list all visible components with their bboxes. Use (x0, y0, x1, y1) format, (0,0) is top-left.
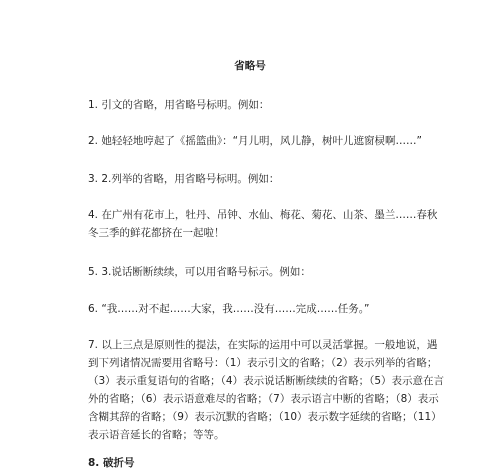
paragraph-4: 4. 在广州有花市上，牡丹、吊钟、水仙、梅花、菊花、山茶、墨兰……春秋冬三季的鲜花都挤在一起啦！ (88, 209, 438, 239)
paragraph-6: 6. “我……对不起……大家，我……没有……完成……任务。” (88, 303, 370, 315)
paragraph-7: 7. 以上三点是原则性的提法，在实际的运用中可以灵活掌握。一般地说，遇到下列诸情况需要用省略号：（1）表示引文的省略；（2）表示列举的省略；（3）表示重复语句的省略；（4）表示说话断断续续的省略；（5）表示意在言外的省略；（6）表示语意难尽的省略；（7）表示语言中断的省略；（8）表示含糊其辞的省略；（9）表示沉默的省略；（10）表示数字延续的省略；（11）表示语音延长的省略；等等。 (88, 339, 445, 441)
paragraph-3: 3. 2.列举的省略，用省略号标明。例如： (88, 173, 280, 185)
paragraph-8-heading: 8. 破折号 (88, 457, 135, 469)
paragraph-2: 2. 她轻轻地哼起了《摇篮曲》：“月儿明，风儿静，树叶儿遮窗棂啊……” (88, 135, 422, 147)
paragraph-1: 1. 引文的省略，用省略号标明。例如： (88, 99, 270, 111)
paragraph-5: 5. 3.说话断断续续，可以用省略号标示。例如： (88, 266, 311, 278)
document-title: 省略号 (234, 60, 266, 72)
